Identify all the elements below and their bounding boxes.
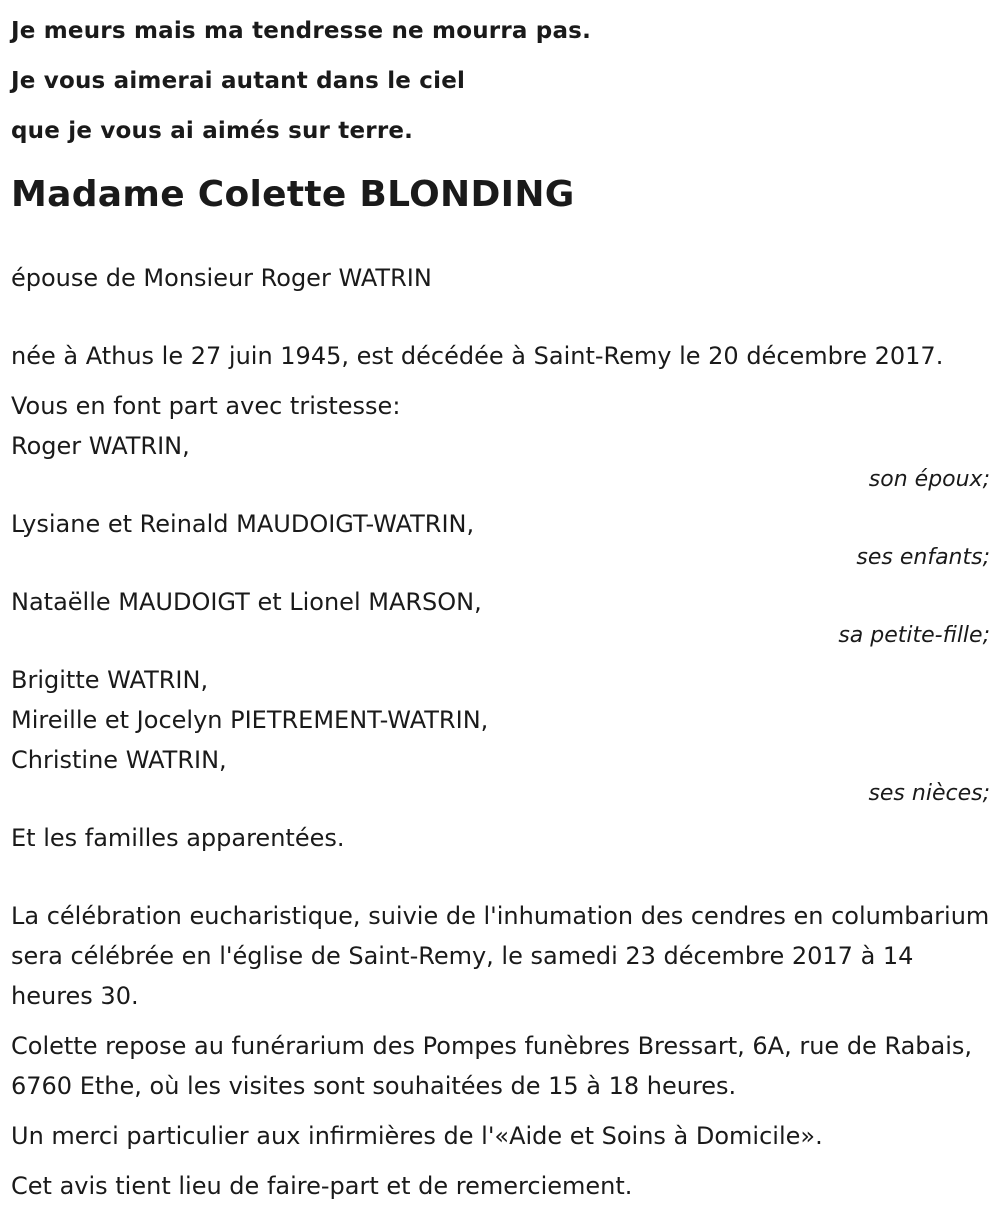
thanks-line: Un merci particulier aux infirmières de l'«Aide et Soins à Domicile». (11, 1122, 823, 1150)
funeral-home-details: Colette repose au funérarium des Pompes funèbres Bressart, 6A, rue de Rabais, 6760 Ethe, où les visites sont souhaitées de 15 à 18 heures. (11, 1032, 973, 1100)
family-member: Brigitte WATRIN, (11, 666, 209, 694)
announcement-intro: Vous en font part avec tristesse: (11, 392, 401, 420)
family-member: Nataëlle MAUDOIGT et Lionel MARSON, (11, 588, 482, 616)
quote-line: Je meurs mais ma tendresse ne mourra pas. (11, 18, 592, 44)
deceased-name: Madame Colette BLONDING (11, 174, 575, 215)
quote-line: Je vous aimerai autant dans le ciel (11, 68, 466, 94)
notice-line: Cet avis tient lieu de faire-part et de remerciement. (11, 1172, 633, 1200)
family-member: Lysiane et Reinald MAUDOIGT-WATRIN, (11, 510, 475, 538)
relation-label: son époux; (868, 467, 990, 492)
relation-label: ses enfants; (856, 545, 990, 570)
family-group-granddaughter (11, 582, 990, 648)
relation-label: sa petite-fille; (838, 623, 990, 648)
quote-line: que je vous ai aimés sur terre. (11, 118, 414, 144)
spouse-line: épouse de Monsieur Roger WATRIN (11, 264, 432, 292)
family-member: Mireille et Jocelyn PIETREMENT-WATRIN, (11, 706, 489, 734)
family-member: Christine WATRIN, (11, 746, 227, 774)
ceremony-details: La célébration eucharistique, suivie de l'inhumation des cendres en columbarium sera célébrée en l'église de Saint-Remy, le samedi 23 décembre 2017 à 14 heures 30. (11, 902, 990, 1010)
birth-death-line: née à Athus le 27 juin 1945, est décédée à Saint-Remy le 20 décembre 2017. (11, 342, 944, 370)
family-group-nieces (11, 660, 990, 806)
family-group-spouse (11, 426, 990, 492)
family-member: Roger WATRIN, (11, 432, 190, 460)
family-group-children (11, 504, 990, 570)
opening-quote (11, 0, 990, 156)
related-families: Et les familles apparentées. (11, 824, 345, 852)
relation-label: ses nièces; (868, 781, 990, 806)
